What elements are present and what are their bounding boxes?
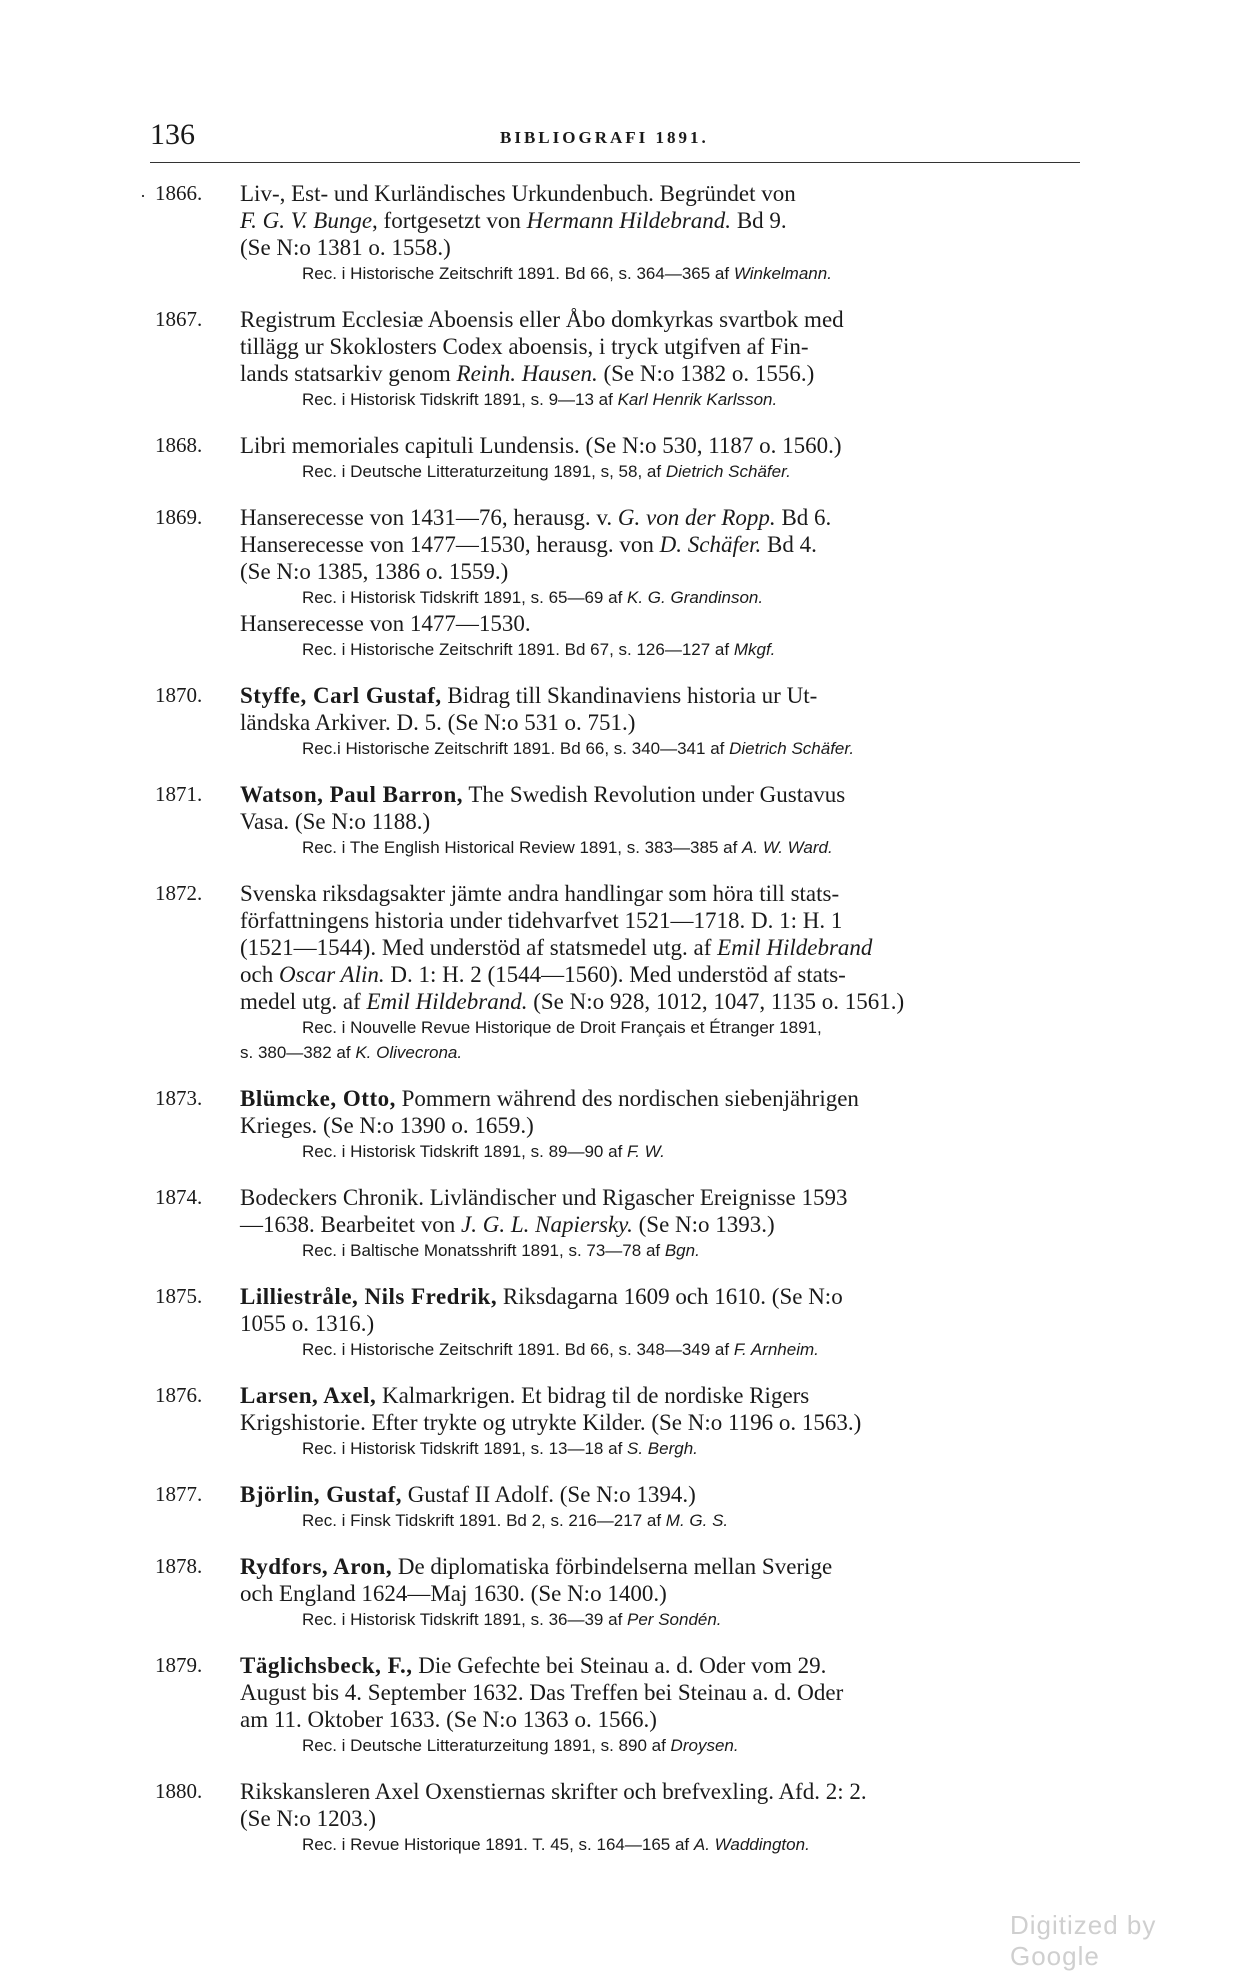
review-line: Rec. i Nouvelle Revue Historique de Droit Français et Étranger 1891, [302, 1018, 822, 1037]
review-line: Rec. i Historisk Tidskrift 1891, s. 13—18 af S. Bergh. [302, 1439, 698, 1458]
entry-text-line: Liv-, Est- und Kurländisches Urkundenbuch. Begründet von [240, 181, 796, 206]
entry-text-line: Styffe, Carl Gustaf, Bidrag till Skandinaviens historia ur Ut- [240, 683, 818, 708]
entry-text-line: Bodeckers Chronik. Livländischer und Rigascher Ereignisse 1593 [240, 1185, 848, 1210]
review-line: Rec. i Historisk Tidskrift 1891, s. 89—90 af F. W. [302, 1142, 665, 1161]
entry-number: 1880. [155, 1779, 203, 1803]
running-head: BIBLIOGRAFI 1891. [500, 128, 709, 147]
entry-text-line: Hanserecesse von 1477—1530, herausg. von D. Schäfer. Bd 4. [240, 532, 817, 557]
entry-text-line: Svenska riksdagsakter jämte andra handlingar som höra till stats- [240, 881, 840, 906]
entry-text-line: författningens historia under tidehvarfvet 1521—1718. D. 1: H. 1 [240, 908, 843, 933]
bibliography-entry [150, 1481, 1080, 1533]
entry-text-line: Björlin, Gustaf, Gustaf II Adolf. (Se N:o 1394.) [240, 1482, 696, 1507]
entry-text-line: Lilliestråle, Nils Fredrik, Riksdagarna 1609 och 1610. (Se N:o [240, 1284, 843, 1309]
bibliography-entry [150, 1184, 1080, 1263]
bibliography-entry [150, 180, 1080, 286]
entry-text-line: medel utg. af Emil Hildebrand. (Se N:o 928, 1012, 1047, 1135 o. 1561.) [240, 989, 905, 1014]
bibliography-entry [150, 880, 1080, 1065]
bibliography-entry [150, 432, 1080, 484]
review-line: Rec. i Historische Zeitschrift 1891. Bd 67, s. 126—127 af Mkgf. [302, 640, 776, 659]
review-line: Rec. i Deutsche Litteraturzeitung 1891, s, 58, af Dietrich Schäfer. [302, 462, 791, 481]
entry-text-line: Blümcke, Otto, Pommern während des nordischen siebenjährigen [240, 1086, 859, 1111]
review-line: Rec. i Historisk Tidskrift 1891, s. 9—13 af Karl Henrik Karlsson. [302, 390, 778, 409]
review-line: Rec. i Finsk Tidskrift 1891. Bd 2, s. 216—217 af M. G. S. [302, 1511, 729, 1530]
review-line: Rec. i Revue Historique 1891. T. 45, s. 164—165 af A. Waddington. [302, 1835, 810, 1854]
entry-text-line: Täglichsbeck, F., Die Gefechte bei Steinau a. d. Oder vom 29. [240, 1653, 827, 1678]
entry-text-line: Watson, Paul Barron, The Swedish Revolution under Gustavus [240, 782, 846, 807]
entry-number: 1869. [155, 505, 203, 529]
entry-number: 1873. [155, 1086, 203, 1110]
entry-text-line: Krigshistorie. Efter trykte og utrykte Kilder. (Se N:o 1196 o. 1563.) [240, 1410, 862, 1435]
review-line: Rec. i Historische Zeitschrift 1891. Bd 66, s. 348—349 af F. Arnheim. [302, 1340, 819, 1359]
entry-text-line: Larsen, Axel, Kalmarkrigen. Et bidrag til de nordiske Rigers [240, 1383, 810, 1408]
bibliography-entry [150, 1652, 1080, 1758]
entry-text-line: lands statsarkiv genom Reinh. Hausen. (Se N:o 1382 o. 1556.) [240, 361, 815, 386]
entry-number: 1872. [155, 881, 203, 905]
entry-text-line: am 11. Oktober 1633. (Se N:o 1363 o. 1566.) [240, 1707, 657, 1732]
entry-text-line: Hanserecesse von 1477—1530. [240, 611, 531, 636]
entry-text-line: Vasa. (Se N:o 1188.) [240, 809, 431, 834]
review-line: Rec. i Baltische Monatsshrift 1891, s. 73—78 af Bgn. [302, 1241, 700, 1260]
entry-text-line: 1055 o. 1316.) [240, 1311, 375, 1336]
entry-number: 1876. [155, 1383, 203, 1407]
bibliography-entry [150, 504, 1080, 662]
bibliography-entry [150, 682, 1080, 761]
entry-text-line: Hanserecesse von 1431—76, herausg. v. G. von der Ropp. Bd 6. [240, 505, 832, 530]
entry-text-line: Libri memoriales capituli Lundensis. (Se N:o 530, 1187 o. 1560.) [240, 433, 842, 458]
entry-number: 1871. [155, 782, 203, 806]
bibliography-entry [150, 1778, 1080, 1857]
entry-text-line: och Oscar Alin. D. 1: H. 2 (1544—1560). Med understöd af stats- [240, 962, 846, 987]
entry-text-line: (Se N:o 1385, 1386 o. 1559.) [240, 559, 509, 584]
entry-text-line: och England 1624—Maj 1630. (Se N:o 1400.) [240, 1581, 667, 1606]
entry-text-line: —1638. Bearbeitet von J. G. L. Napiersky. (Se N:o 1393.) [240, 1212, 775, 1237]
bibliography-entry [150, 1283, 1080, 1362]
bibliography-entry [150, 1382, 1080, 1461]
entry-text-line: tillägg ur Skoklosters Codex aboensis, i tryck utgifven af Fin- [240, 334, 809, 359]
review-line: Rec. i Deutsche Litteraturzeitung 1891, s. 890 af Droysen. [302, 1736, 739, 1755]
bibliography-entry [150, 781, 1080, 860]
bibliography-entries [150, 180, 1080, 1877]
review-line: Rec. i The English Historical Review 1891, s. 383—385 af A. W. Ward. [302, 838, 833, 857]
review-line: Rec.i Historische Zeitschrift 1891. Bd 66, s. 340—341 af Dietrich Schäfer. [302, 739, 855, 758]
entry-number: 1875. [155, 1284, 203, 1308]
entry-text-line: (1521—1544). Med understöd af statsmedel utg. af Emil Hildebrand [240, 935, 873, 960]
entry-number: 1868. [155, 433, 203, 457]
review-line: Rec. i Historisk Tidskrift 1891, s. 36—39 af Per Sondén. [302, 1610, 722, 1629]
review-line: s. 380—382 af K. Olivecrona. [240, 1043, 463, 1062]
entry-text-line: Registrum Ecclesiæ Aboensis eller Åbo domkyrkas svartbok med [240, 307, 844, 332]
page-number: 136 [150, 118, 195, 151]
entry-number: 1866. [155, 181, 203, 205]
margin-mark: · [140, 186, 146, 206]
entry-number: 1867. [155, 307, 203, 331]
entry-text-line: Rikskansleren Axel Oxenstiernas skrifter och brefvexling. Afd. 2: 2. [240, 1779, 867, 1804]
entry-text-line: Rydfors, Aron, De diplomatiska förbindelserna mellan Sverige [240, 1554, 833, 1579]
entry-number: 1870. [155, 683, 203, 707]
review-line: Rec. i Historische Zeitschrift 1891. Bd 66, s. 364—365 af Winkelmann. [302, 264, 832, 283]
entry-number: 1879. [155, 1653, 203, 1677]
entry-text-line: (Se N:o 1203.) [240, 1806, 377, 1831]
bibliography-entry [150, 306, 1080, 412]
header-rule [150, 162, 1080, 163]
entry-number: 1877. [155, 1482, 203, 1506]
entry-text-line: Krieges. (Se N:o 1390 o. 1659.) [240, 1113, 534, 1138]
entry-number: 1874. [155, 1185, 203, 1209]
watermark: Digitized by Google [1010, 1910, 1157, 1971]
entry-text-line: F. G. V. Bunge, fortgesetzt von Hermann Hildebrand. Bd 9. [240, 208, 787, 233]
entry-text-line: ländska Arkiver. D. 5. (Se N:o 531 o. 751.) [240, 710, 636, 735]
review-line: Rec. i Historisk Tidskrift 1891, s. 65—69 af K. G. Grandinson. [302, 588, 764, 607]
bibliography-entry [150, 1085, 1080, 1164]
bibliography-entry [150, 1553, 1080, 1632]
entry-text-line: (Se N:o 1381 o. 1558.) [240, 235, 451, 260]
entry-number: 1878. [155, 1554, 203, 1578]
page-header [150, 118, 1080, 160]
entry-text-line: August bis 4. September 1632. Das Treffen bei Steinau a. d. Oder [240, 1680, 844, 1705]
